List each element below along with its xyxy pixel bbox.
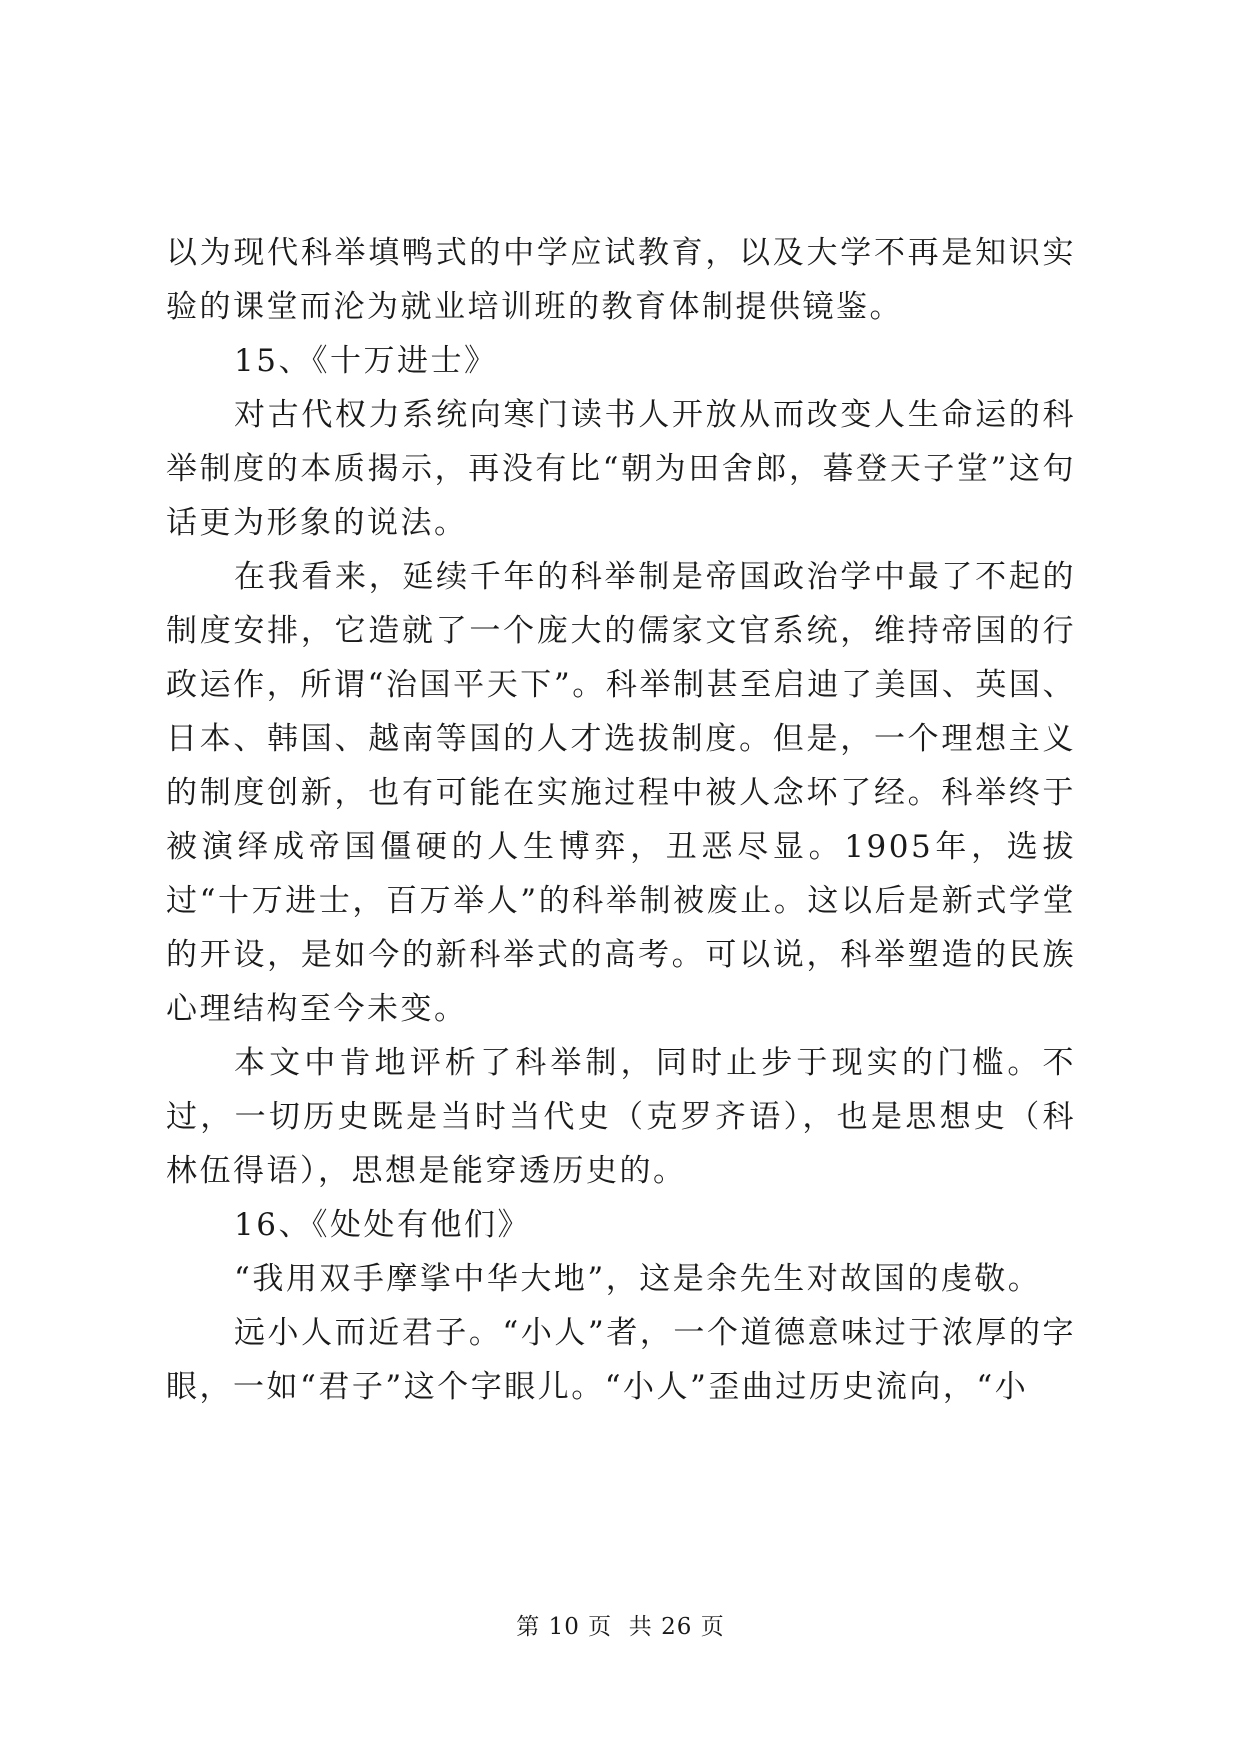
section-heading-16: 16、《处处有他们》 [234,1207,531,1243]
document-body [166,226,1076,1414]
paragraph: 在我看来，延续千年的科举制是帝国政治学中最了不起的制度安排，它造就了一个庞大的儒家文官系统，维持帝国的行政运作，所谓“治国平天下”。科举制甚至启迪了美国、英国、日本、韩国、越南等国的人才选拔制度。但是，一个理想主义的制度创新，也有可能在实施过程中被人念坏了经。科举终于被演绎成帝国僵硬的人生博弈，丑恶尽显。1905年，选拔过“十万进士，百万举人”的科举制被废止。这以后是新式学堂的开设，是如今的新科举式的高考。可以说，科举塑造的民族心理结构至今未变。 [166,559,1076,1027]
paragraph: 对古代权力系统向寒门读书人开放从而改变人生命运的科举制度的本质揭示，再没有比“朝为田舍郎，暮登天子堂”这句话更为形象的说法。 [166,397,1076,541]
paragraph: “我用双手摩挲中华大地”，这是余先生对故国的虔敬。 [234,1261,1042,1297]
section-heading-15: 15、《十万进士》 [234,343,498,379]
paragraph: 远小人而近君子。“小人”者，一个道德意味过于浓厚的字眼，一如“君子”这个字眼儿。“小人”歪曲过历史流向，“小 [166,1315,1076,1405]
page-number-label: 第 10 页 共 26 页 [516,1614,725,1640]
paragraph: 本文中肯地评析了科举制，同时止步于现实的门槛。不过，一切历史既是当时当代史（克罗齐语），也是思想史（科林伍得语），思想是能穿透历史的。 [166,1045,1076,1189]
paragraph-continuation: 以为现代科举填鸭式的中学应试教育，以及大学不再是知识实验的课堂而沦为就业培训班的教育体制提供镜鉴。 [166,235,1076,325]
page-footer [0,1612,1241,1642]
